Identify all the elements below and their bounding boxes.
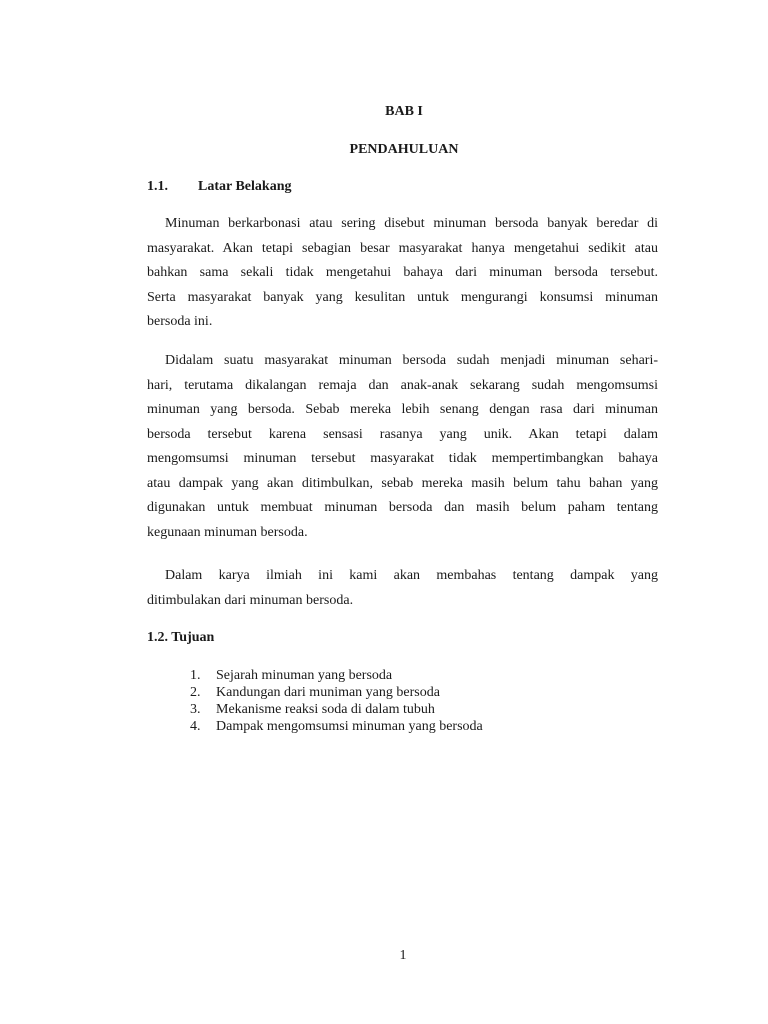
list-item-number: 4. — [190, 719, 201, 734]
paragraph-line: hari, terutama dikalangan remaja dan anak-anak sekarang sudah mengomsumsi — [147, 377, 658, 393]
objectives-list — [190, 667, 483, 735]
section-number: 1.1. — [147, 179, 168, 194]
list-item — [190, 684, 483, 701]
paragraph-line: Serta masyarakat banyak yang kesulitan untuk mengurangi konsumsi minuman — [147, 289, 658, 305]
paragraph-line: minuman yang bersoda. Sebab mereka lebih senang dengan rasa dari minuman — [147, 402, 658, 417]
page-number: 1 — [399, 948, 407, 963]
chapter-title: PENDAHULUAN — [349, 142, 459, 157]
list-item-number: 2. — [190, 685, 201, 700]
paragraph-line: mengomsumsi minuman tersebut masyarakat tidak mempertimbangkan bahaya — [147, 451, 658, 466]
paragraph-line: Minuman berkarbonasi atau sering disebut minuman bersoda banyak beredar di — [165, 216, 658, 231]
paragraph-2 — [147, 349, 658, 545]
list-item-text: Dampak mengomsumsi minuman yang bersoda — [216, 719, 483, 734]
paragraph-line: masyarakat. Akan tetapi sebagian besar masyarakat hanya mengetahui sedikit atau — [147, 240, 658, 256]
list-item — [190, 718, 483, 735]
paragraph-line: bersoda tersebut karena sensasi rasanya yang unik. Akan tetapi dalam — [147, 426, 658, 442]
paragraph-line: kegunaan minuman bersoda. — [147, 524, 308, 540]
list-item — [190, 667, 483, 684]
paragraph-line: bersoda ini. — [147, 314, 213, 329]
chapter-label: BAB I — [385, 104, 423, 119]
paragraph-line: bahkan sama sekali tidak mengetahui bahaya dari minuman bersoda tersebut. — [147, 265, 658, 280]
paragraph-line: Didalam suatu masyarakat minuman bersoda sudah menjadi minuman sehari- — [165, 353, 658, 368]
section-title: Latar Belakang — [198, 179, 292, 194]
paragraph-line: Dalam karya ilmiah ini kami akan membahas tentang dampak yang — [165, 568, 658, 583]
paragraph-line: digunakan untuk membuat minuman bersoda dan masih belum paham tentang — [147, 500, 658, 515]
list-item-text: Mekanisme reaksi soda di dalam tubuh — [216, 702, 435, 717]
list-item-text: Sejarah minuman yang bersoda — [216, 668, 393, 683]
paragraph-line: ditimbulakan dari minuman bersoda. — [147, 592, 354, 608]
list-item-number: 3. — [190, 702, 201, 717]
section-heading-tujuan: 1.2. Tujuan — [147, 630, 215, 645]
list-item-text: Kandungan dari muniman yang bersoda — [216, 685, 440, 700]
paragraph-3 — [147, 564, 658, 613]
paragraph-1 — [147, 212, 658, 335]
list-item-number: 1. — [190, 668, 201, 683]
section-heading-latar-belakang — [147, 179, 291, 195]
list-item — [190, 701, 483, 718]
paragraph-line: atau dampak yang akan ditimbulkan, sebab mereka masih belum tahu bahan yang — [147, 475, 658, 491]
